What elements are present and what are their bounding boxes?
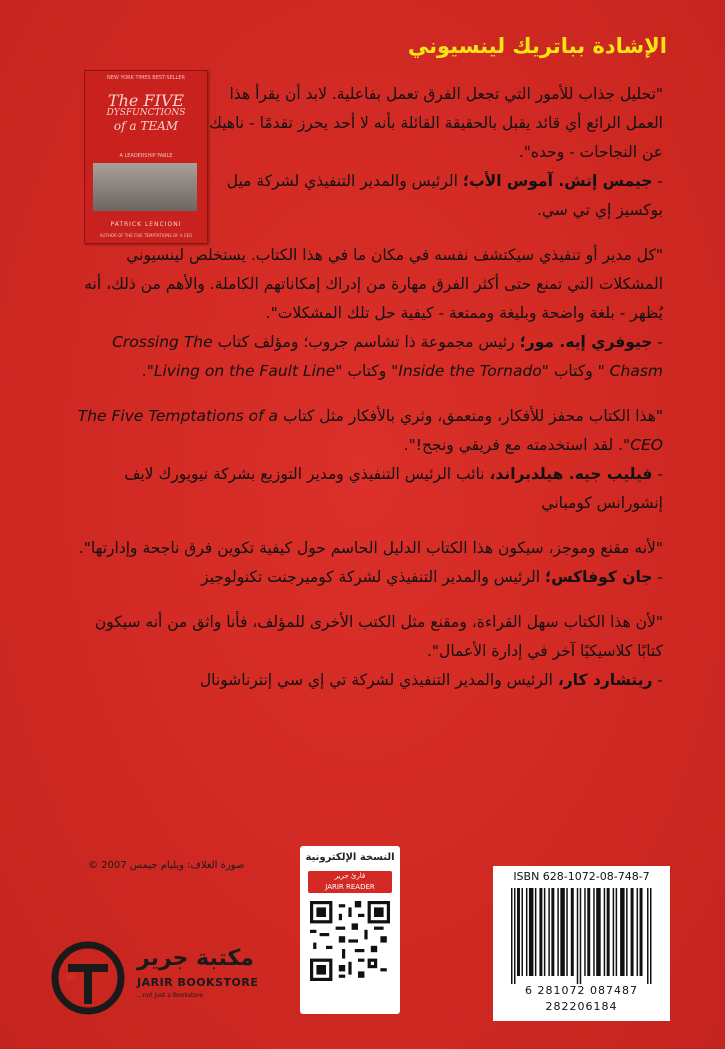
endorsement-quote: "لأن هذا الكتاب سهل القراءة، ومقنع مثل الكتب الأخرى للمؤلف، فأنا واثق من أنه سيكون كتابًا كلاسيكيًا آخر في إدارة الأعمال". bbox=[94, 613, 663, 660]
cover-top-line: NEW YORK TIMES BEST-SELLER bbox=[107, 75, 185, 81]
endorser-role: الرئيس والمدير التنفيذي لشركة كوميرجنت تكنولوجيز bbox=[201, 568, 546, 586]
endorser-role: نائب الرئيس التنفيذي ومدير التوزيع بشركة نيويورك لايف إنشورانس كومباني bbox=[124, 465, 663, 512]
endorser-name: ريتشارد كار، bbox=[557, 671, 653, 689]
endorsement-attribution: - جيمس إتش. آموس الأب؛ الرئيس والمدير التنفيذي لشركة ميل بوكسيز إي تي سي. bbox=[226, 172, 663, 219]
endorser-role: الرئيس والمدير التنفيذي لشركة تي إي سي إنترناشونال bbox=[199, 671, 558, 689]
logo-tagline: ...not just a Bookstore bbox=[137, 992, 204, 999]
endorsement bbox=[75, 608, 663, 695]
barcode-icon bbox=[511, 888, 653, 984]
page-heading: الإشادة بباتريك لينسيوني bbox=[407, 34, 667, 58]
endorsement bbox=[75, 80, 663, 225]
book-title: The Five Temptations of a CEO bbox=[77, 407, 663, 454]
ebook-label: النسخة الإلكترونية bbox=[305, 852, 395, 863]
endorser-name: جيوفري إيه. مور؛ bbox=[519, 333, 653, 351]
cover-subtitle: A LEADERSHIP FABLE bbox=[119, 153, 173, 159]
endorser-name: جان كوفاكس؛ bbox=[545, 568, 653, 586]
logo-arabic-name: مكتبة جرير bbox=[137, 946, 254, 971]
cover-photo-credit: صورة الغلاف: ويليام جيمس 2007 © bbox=[88, 860, 245, 871]
cover-title-line1: The FIVE bbox=[107, 91, 185, 110]
endorsement-quote: "هذا الكتاب محفز للأفكار، ومتعمق، وثري بالأفكار مثل كتاب The Five Temptations of a CEO". لقد استخدمته مع فريقي ونجح!". bbox=[77, 407, 663, 454]
jarir-logo-icon bbox=[48, 938, 128, 1018]
barcode-secondary-code: 282206184 bbox=[545, 1000, 618, 1013]
isbn-barcode bbox=[493, 866, 670, 1021]
endorsement-quote: "تحليل جذاب للأمور التي تجعل الفرق تعمل بفاعلية. لابد أن يقرأ هذا العمل الرائع أي قائد يقبل بالحقيقة القائلة بأنه لا أحد يحرز تقدمًا - ناهيك عن النجاحات - وحده". bbox=[209, 85, 663, 161]
qr-code-icon[interactable] bbox=[310, 901, 390, 981]
endorsement bbox=[75, 534, 663, 592]
book-title: Inside the Tornado bbox=[398, 362, 542, 380]
endorsement-attribution: - جان كوفاكس؛ الرئيس والمدير التنفيذي لشركة كوميرجنت تكنولوجيز bbox=[201, 568, 663, 586]
endorsement bbox=[75, 241, 663, 386]
endorsements bbox=[75, 80, 663, 695]
book-title: Living on the Fault Line bbox=[153, 362, 336, 380]
endorsement bbox=[75, 402, 663, 518]
divider bbox=[75, 518, 663, 534]
endorsement-quote: "لأنه مقنع وموجز، سيكون هذا الكتاب الدليل الحاسم حول كيفية تكوين فرق ناجحة وإدارتها". bbox=[78, 539, 663, 557]
logo-english-name: JARIR BOOKSTORE bbox=[137, 976, 259, 989]
jarir-bookstore-logo bbox=[42, 924, 272, 1034]
endorsement-quote: "كل مدير أو تنفيذي سيكتشف نفسه في مكان ما في هذا الكتاب. يستخلص لينسيوني المشكلات التي تمنع حتى أكثر الفرق مهارة من إدراك إمكاناتهم الكاملة. والأهم من ذلك، أنه يُظهر - بلغة واضحة وبليغة وممتعة - كيفية حل تلك المشكلات". bbox=[84, 246, 663, 322]
jarir-reader-badge: قارئ جرير JARIR READER bbox=[308, 871, 392, 893]
endorsement-attribution: - جيوفري إيه. مور؛ رئيس مجموعة ذا تشاسم جروب؛ ومؤلف كتاب Crossing The Chasm " وكتاب "Inside the Tornado" وكتاب "Living on the Fault Line". bbox=[112, 333, 663, 380]
cover-title-line2: DYSFUNCTIONS bbox=[106, 108, 186, 118]
endorsement-attribution: - فيليب جيه. هيلدبراند، نائب الرئيس التنفيذي ومدير التوزيع بشركة نيويورك لايف إنشورانس كومباني bbox=[124, 465, 663, 512]
divider bbox=[75, 386, 663, 402]
cover-title-line3: of a TEAM bbox=[113, 119, 179, 133]
divider bbox=[75, 592, 663, 608]
book-title: Crossing The Chasm bbox=[112, 333, 663, 380]
endorsement-attribution: - ريتشارد كار، الرئيس والمدير التنفيذي لشركة تي إي سي إنترناشونال bbox=[199, 671, 663, 689]
cover-bottom-line: AUTHOR OF THE FIVE TEMPTATIONS OF A CEO bbox=[99, 233, 193, 238]
barcode-digits: 6 281072 087487 bbox=[525, 984, 638, 997]
endorser-role: رئيس مجموعة ذا تشاسم جروب؛ ومؤلف كتاب bbox=[212, 333, 520, 351]
ebook-qr-panel bbox=[300, 846, 400, 1014]
divider bbox=[75, 225, 663, 241]
endorser-name: فيليب جيه. هيلدبراند، bbox=[489, 465, 653, 483]
endorser-role: الرئيس والمدير التنفيذي لشركة ميل بوكسيز إي تي سي. bbox=[226, 172, 663, 219]
endorser-name: جيمس إتش. آموس الأب؛ bbox=[462, 172, 653, 190]
isbn-number: ISBN 628-1072-08-748-7 bbox=[513, 870, 650, 883]
cover-author: PATRICK LENCIONI bbox=[110, 221, 182, 228]
